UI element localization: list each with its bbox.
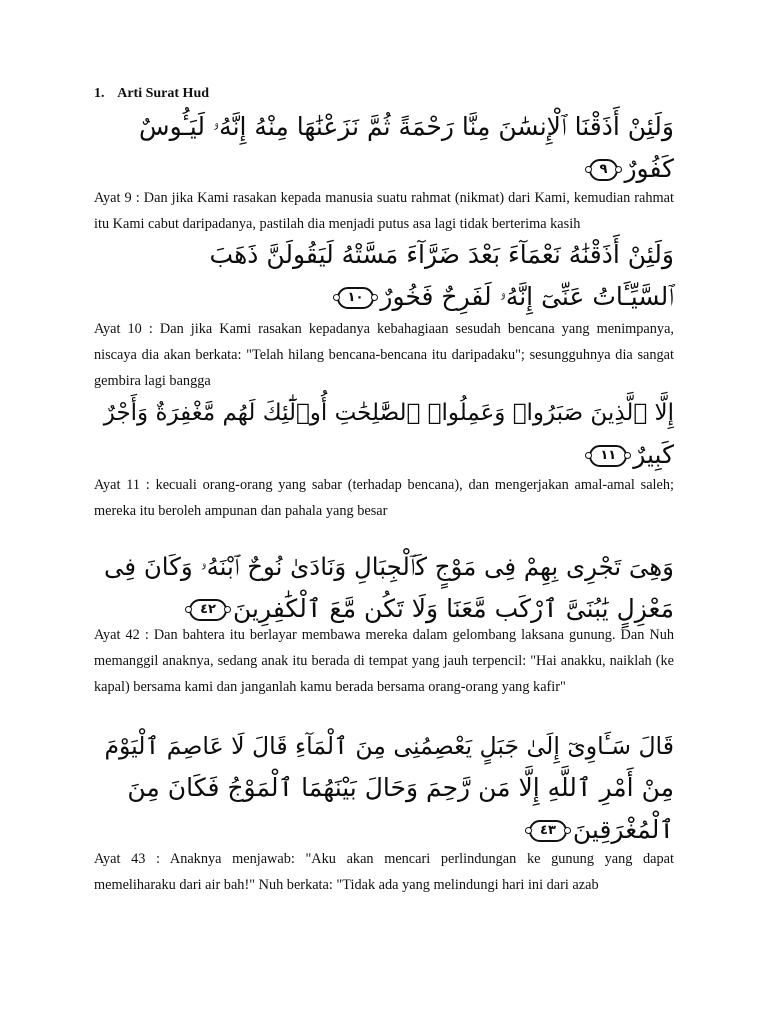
section-heading — [94, 86, 209, 102]
verse-number-marker: ١٠ — [337, 287, 375, 309]
arabic-line: كَفُورٌ٩ — [92, 148, 674, 190]
arabic-verse-11 — [92, 392, 674, 476]
verse-number-marker: ٩ — [589, 159, 619, 181]
verse-number-marker: ١١ — [589, 445, 627, 467]
translation-verse-10: Ayat 10 : Dan jika Kami rasakan kepadanya kebahagiaan sesudah bencana yang menimpanya, niscaya dia akan berkata: "Telah hilang bencana-bencana itu daripadaku"; sesungguhnya dia sangat gembira lagi bangga — [94, 321, 674, 389]
verse-number-marker: ٤٢ — [189, 599, 227, 621]
translation-verse-43: Ayat 43 : Anaknya menjawab: "Aku akan mencari perlindungan ke gunung yang dapat memeliharaku dari air bah!" Nuh berkata: "Tidak ada yang melindungi hari ini dari azab — [94, 851, 674, 893]
verse-number-marker: ٤٣ — [529, 820, 567, 842]
arabic-verse-10 — [92, 234, 674, 318]
arabic-line: إِلَّا ٱلَّذِينَ صَبَرُوا۟ وَعَمِلُوا۟ ٱلصَّٰلِحَٰتِ أُو۟لَٰٓئِكَ لَهُم مَّغْفِرَةٌ وَأَجْرٌ — [103, 400, 674, 426]
arabic-line: قَالَ سَـَٔاوِىٓ إِلَىٰ جَبَلٍ يَعْصِمُنِى مِنَ ٱلْمَآءِ قَالَ لَا عَاصِمَ ٱلْيَوْمَ — [104, 732, 674, 760]
arabic-verse-9 — [92, 106, 674, 190]
arabic-line: مَعْزِلٍ يَٰبُنَىَّ ٱرْكَب مَّعَنَا وَلَا تَكُن مَّعَ ٱلْكَٰفِرِينَ٤٢ — [92, 588, 674, 630]
translation-verse-42: Ayat 42 : Dan bahtera itu berlayar membawa mereka dalam gelombang laksana gunung. Dan Nuh memanggil anaknya, sedang anak itu berada di tempat yang jauh terpencil: "Hai anakku, naiklah (ke kapal) bersama kami dan janganlah kamu berada bersama orang-orang yang kafir" — [94, 627, 674, 695]
arabic-verse-43 — [92, 725, 674, 851]
arabic-line: وَلَئِنْ أَذَقْنَا ٱلْإِنسَٰنَ مِنَّا رَحْمَةً ثُمَّ نَزَعْنَٰهَا مِنْهُ إِنَّهُۥ لَيَـُٔوسٌ — [139, 112, 674, 141]
arabic-line: كَبِيرٌ١١ — [92, 434, 674, 476]
arabic-line: وَهِىَ تَجْرِى بِهِمْ فِى مَوْجٍ كَٱلْجِبَالِ وَنَادَىٰ نُوحٌ ٱبْنَهُۥ وَكَانَ فِى — [104, 552, 674, 581]
arabic-verse-42 — [92, 546, 674, 630]
heading-number: 1. — [94, 86, 105, 101]
heading-title: Arti Surat Hud — [117, 86, 210, 101]
translation-verse-11: Ayat 11 : kecuali orang-orang yang sabar (terhadap bencana), dan mengerjakan amal-amal saleh; mereka itu beroleh ampunan dan pahala yang besar — [94, 477, 674, 519]
arabic-line: مِنْ أَمْرِ ٱللَّهِ إِلَّا مَن رَّحِمَ وَحَالَ بَيْنَهُمَا ٱلْمَوْجُ فَكَانَ مِنَ — [127, 773, 674, 802]
arabic-line: وَلَئِنْ أَذَقْنَٰهُ نَعْمَآءَ بَعْدَ ضَرَّآءَ مَسَّتْهُ لَيَقُولَنَّ ذَهَبَ — [209, 240, 674, 269]
arabic-line: ٱلسَّيِّـَٔاتُ عَنِّىٓ إِنَّهُۥ لَفَرِحٌ فَخُورٌ١٠ — [92, 276, 674, 318]
translation-verse-9: Ayat 9 : Dan jika Kami rasakan kepada manusia suatu rahmat (nikmat) dari Kami, kemudian rahmat itu Kami cabut daripadanya, pastilah dia menjadi putus asa lagi tidak berterima kasih — [94, 190, 674, 232]
arabic-line: ٱلْمُغْرَقِينَ٤٣ — [92, 809, 674, 851]
